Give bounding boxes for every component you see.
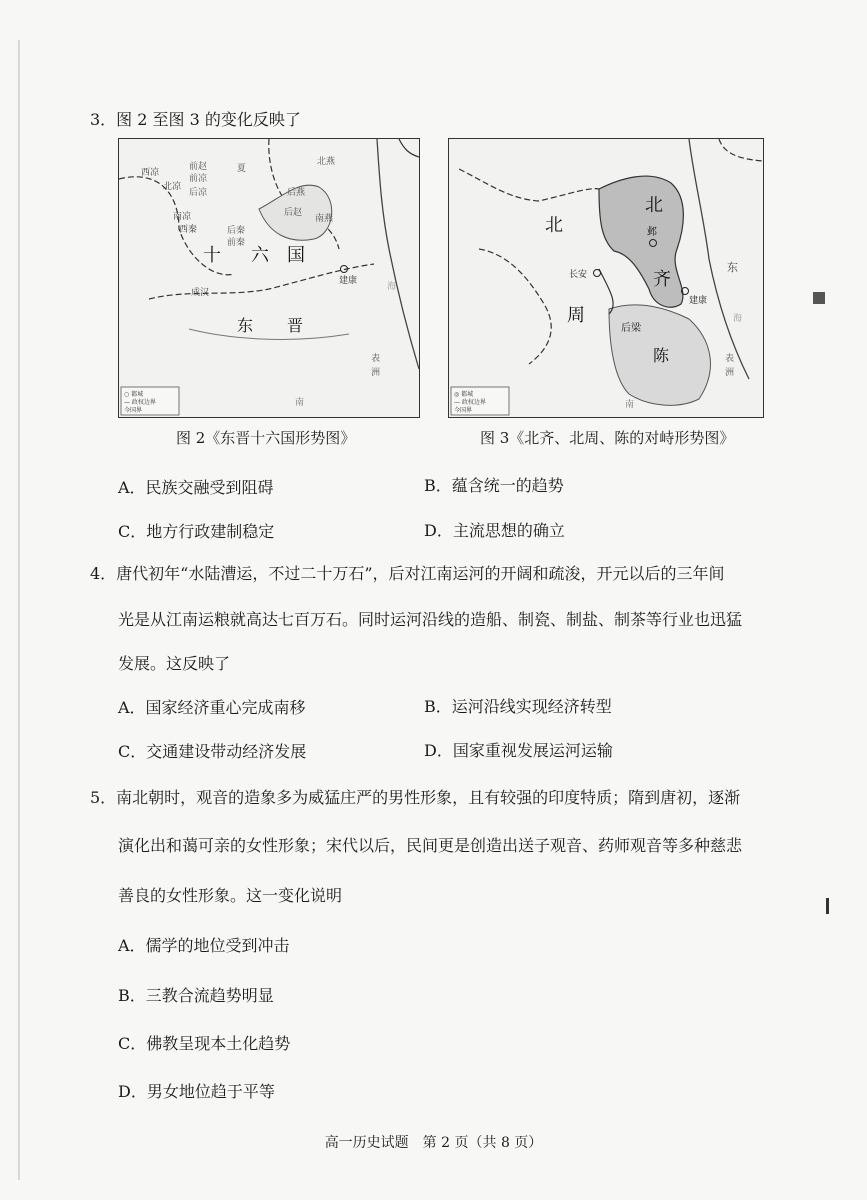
map2-label-nanyan: 南燕 <box>315 214 334 224</box>
map2-label-houzhao: 后赵 <box>284 208 303 218</box>
map2-label-houyan: 后燕 <box>287 188 306 198</box>
map2-label-houliang: 后凉 <box>189 188 208 198</box>
map3-capital-changan <box>594 270 601 277</box>
map-fig3-northern-qi-zhou-chen <box>448 138 764 418</box>
map2-label-jiankang: 建康 <box>339 276 358 286</box>
map3-label-nan: 南 <box>625 400 635 410</box>
map2-label-xia: 夏 <box>237 164 247 174</box>
map3-legend-modern: 今国界 <box>454 407 473 414</box>
map2-river <box>189 329 349 339</box>
map2-label-houqin: 后秦 <box>227 226 246 236</box>
map2-label-zhou: 洲 <box>371 368 381 378</box>
map3-label-bei2: 北 <box>645 195 663 216</box>
map3-legend-border: — 政权边界 <box>454 399 486 406</box>
map2-label-dong: 东 <box>237 316 254 335</box>
map3-label-biao: 表 <box>725 354 735 364</box>
q3-option-c[interactable]: C．地方行政建制稳定 <box>118 522 275 541</box>
q4-option-a[interactable]: A．国家经济重心完成南移 <box>118 698 306 717</box>
map2-label-qianliang: 前凉 <box>189 174 208 184</box>
q3-option-a[interactable]: A．民族交融受到阻碍 <box>118 478 274 497</box>
page-footer: 高一历史试题 第 2 页（共 8 页） <box>324 1135 543 1151</box>
q3-option-d[interactable]: D．主流思想的确立 <box>424 521 565 540</box>
map2-label-nan: 南 <box>295 398 305 408</box>
q5-option-d[interactable]: D．男女地位趋于平等 <box>118 1082 275 1101</box>
map3-label-jiankang: 建康 <box>689 296 708 306</box>
map3-border-north <box>459 169 599 201</box>
map2-label-beiyan: 北燕 <box>317 157 336 167</box>
map3-border-ne <box>719 139 763 161</box>
map-fig3-svg <box>449 139 763 417</box>
map2-label-guo: 国 <box>287 245 305 266</box>
map2-label-xiqin: 西秦 <box>179 225 198 235</box>
q4-option-c[interactable]: C．交通建设带动经济发展 <box>118 742 307 761</box>
map2-legend-capital: ○ 都城 <box>124 391 144 398</box>
q5-option-a[interactable]: A．儒学的地位受到冲击 <box>118 936 290 955</box>
map2-border-ne <box>399 139 419 157</box>
map2-coastline <box>377 139 419 369</box>
binding-edge-line <box>18 40 20 1180</box>
map2-legend-modern: 今国界 <box>124 407 143 414</box>
q5-stem-line1: 5．南北朝时，观音的造象多为威猛庄严的男性形象，且有较强的印度特质；隋到唐初，逐渐 <box>90 788 741 807</box>
q4-stem-line1: 4．唐代初年“水陆漕运，不过二十万石”，后对江南运河的开阔和疏浚，开元以后的三年间 <box>90 564 725 583</box>
map2-label-biao: 表 <box>371 354 381 364</box>
map3-caption: 图 3《北齐、北周、陈的对峙形势图》 <box>480 429 735 447</box>
map3-label-changan: 长安 <box>569 270 588 280</box>
q5-option-c[interactable]: C．佛教呈现本土化趋势 <box>118 1034 291 1053</box>
map2-label-qianzhao: 前赵 <box>189 162 208 172</box>
map3-label-houliang: 后梁 <box>621 323 641 334</box>
map2-label-qianqin: 前秦 <box>227 238 246 248</box>
map3-label-zhou: 周 <box>567 305 585 326</box>
margin-registration-mark <box>813 292 825 304</box>
map-fig2-eastern-jin <box>118 138 420 418</box>
q5-option-b[interactable]: B．三教合流趋势明显 <box>118 986 274 1005</box>
q4-option-b[interactable]: B．运河沿线实现经济转型 <box>424 697 612 716</box>
map2-label-shi: 十 <box>203 245 221 266</box>
map2-label-beiliang: 北凉 <box>163 182 182 192</box>
q3-option-b[interactable]: B．蕴含统一的趋势 <box>424 476 564 495</box>
map-fig2-svg <box>119 139 419 417</box>
q4-stem-line3: 发展。这反映了 <box>118 654 231 673</box>
map2-label-nanliang: 南凉 <box>173 212 192 222</box>
margin-tick-mark <box>826 898 829 914</box>
map3-legend-capital: ◎ 都城 <box>454 391 474 398</box>
map2-label-chenghan: 成汉 <box>191 288 210 298</box>
q4-stem-line2: 光是从江南运粮就高达七百万石。同时运河沿线的造船、制瓷、制盐、制茶等行业也迅猛 <box>118 610 743 629</box>
q5-stem-line2: 演化出和蔼可亲的女性形象；宋代以后，民间更是创造出送子观音、药师观音等多种慈悲 <box>118 836 743 855</box>
q4-option-d[interactable]: D．国家重视发展运河运输 <box>424 741 613 760</box>
map3-label-hai: 海 <box>733 314 743 324</box>
map2-label-jin: 晋 <box>287 316 304 335</box>
map3-label-dong: 东 <box>727 261 738 274</box>
map2-label-hai: 海 <box>387 282 397 292</box>
map3-border-mid <box>599 269 613 314</box>
map3-border-west <box>479 249 551 364</box>
q5-stem-line3: 善良的女性形象。这一变化说明 <box>118 886 343 905</box>
map3-label-ye: 邺 <box>647 227 657 238</box>
map2-label-xiliang: 西凉 <box>141 168 160 178</box>
q3-stem: 3．图 2 至图 3 的变化反映了 <box>90 110 301 129</box>
map3-label-chen: 陈 <box>653 346 670 365</box>
map3-label-zhou2: 洲 <box>725 368 735 378</box>
map2-caption: 图 2《东晋十六国形势图》 <box>176 429 356 447</box>
map2-legend-border: — 政权边界 <box>124 399 156 406</box>
map3-label-bei1: 北 <box>545 215 563 236</box>
map2-label-liu: 六 <box>251 245 269 266</box>
map3-label-qi: 齐 <box>653 269 671 290</box>
